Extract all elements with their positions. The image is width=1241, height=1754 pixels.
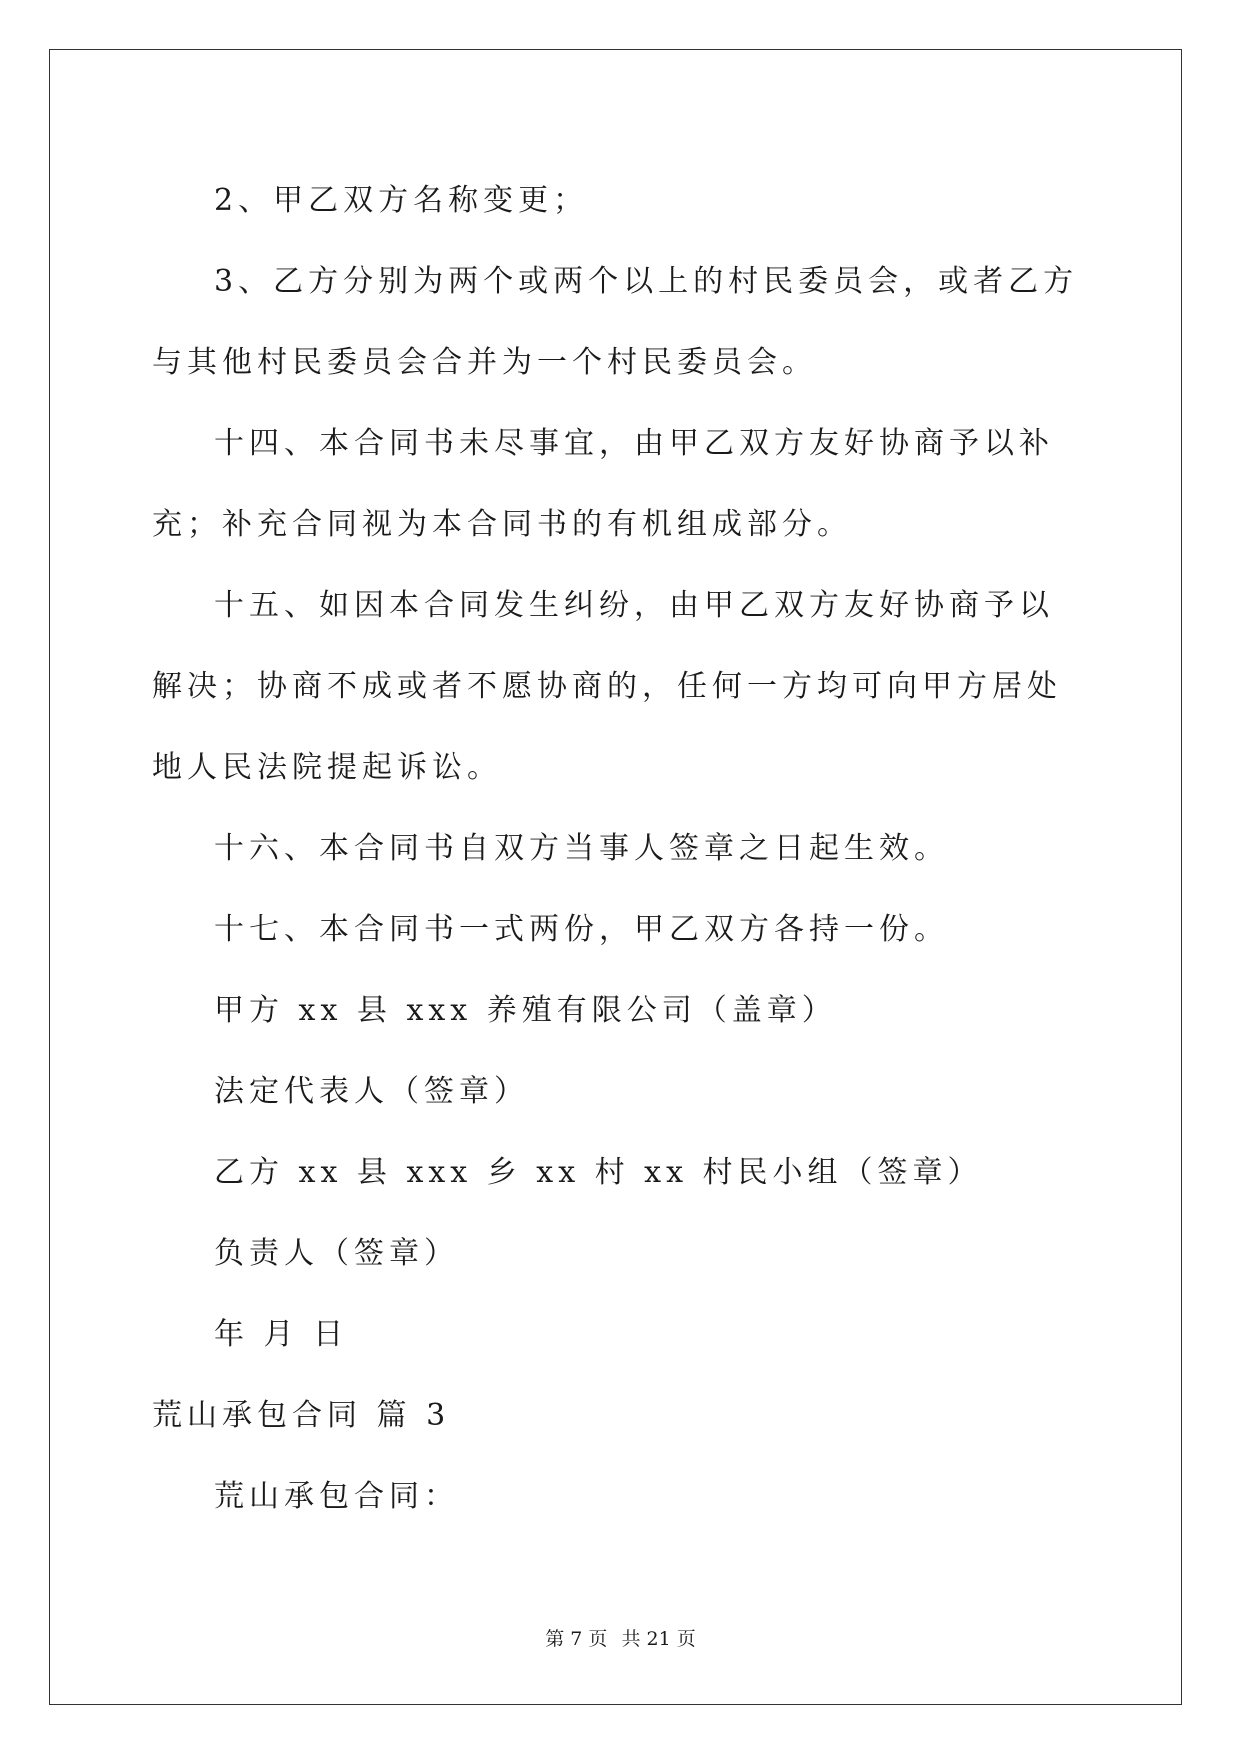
paragraph: 乙方 xx 县 xxx 乡 xx 村 xx 村民小组（签章） bbox=[214, 1155, 983, 1190]
paragraph: 3、乙方分别为两个或两个以上的村民委员会，或者乙方与其他村民委员会合并为一个村民委员会。 bbox=[152, 264, 1079, 380]
paragraph: 甲方 xx 县 xxx 养殖有限公司（盖章） bbox=[214, 993, 837, 1028]
paragraph: 2、甲乙双方名称变更； bbox=[214, 183, 589, 218]
section-heading: 荒山承包合同 篇 3 bbox=[152, 1398, 451, 1433]
paragraph: 负责人（签章） bbox=[214, 1236, 459, 1271]
paragraph: 十六、本合同书自双方当事人签章之日起生效。 bbox=[214, 831, 949, 866]
paragraph: 十五、如因本合同发生纠纷，由甲乙双方友好协商予以解决；协商不成或者不愿协商的，任何一方均可向甲方居处地人民法院提起诉讼。 bbox=[152, 588, 1062, 785]
paragraph: 法定代表人（签章） bbox=[214, 1074, 529, 1109]
paragraph: 年 月 日 bbox=[214, 1317, 349, 1352]
total-pages: 共 21 页 bbox=[621, 1628, 696, 1650]
paragraph: 十四、本合同书未尽事宜，由甲乙双方友好协商予以补充；补充合同视为本合同书的有机组成部分。 bbox=[152, 426, 1054, 542]
page-footer bbox=[0, 1624, 1241, 1651]
page-number: 第 7 页 bbox=[545, 1628, 608, 1650]
document-body bbox=[152, 160, 1082, 1537]
paragraph: 荒山承包合同： bbox=[214, 1479, 459, 1514]
paragraph: 十七、本合同书一式两份，甲乙双方各持一份。 bbox=[214, 912, 949, 947]
